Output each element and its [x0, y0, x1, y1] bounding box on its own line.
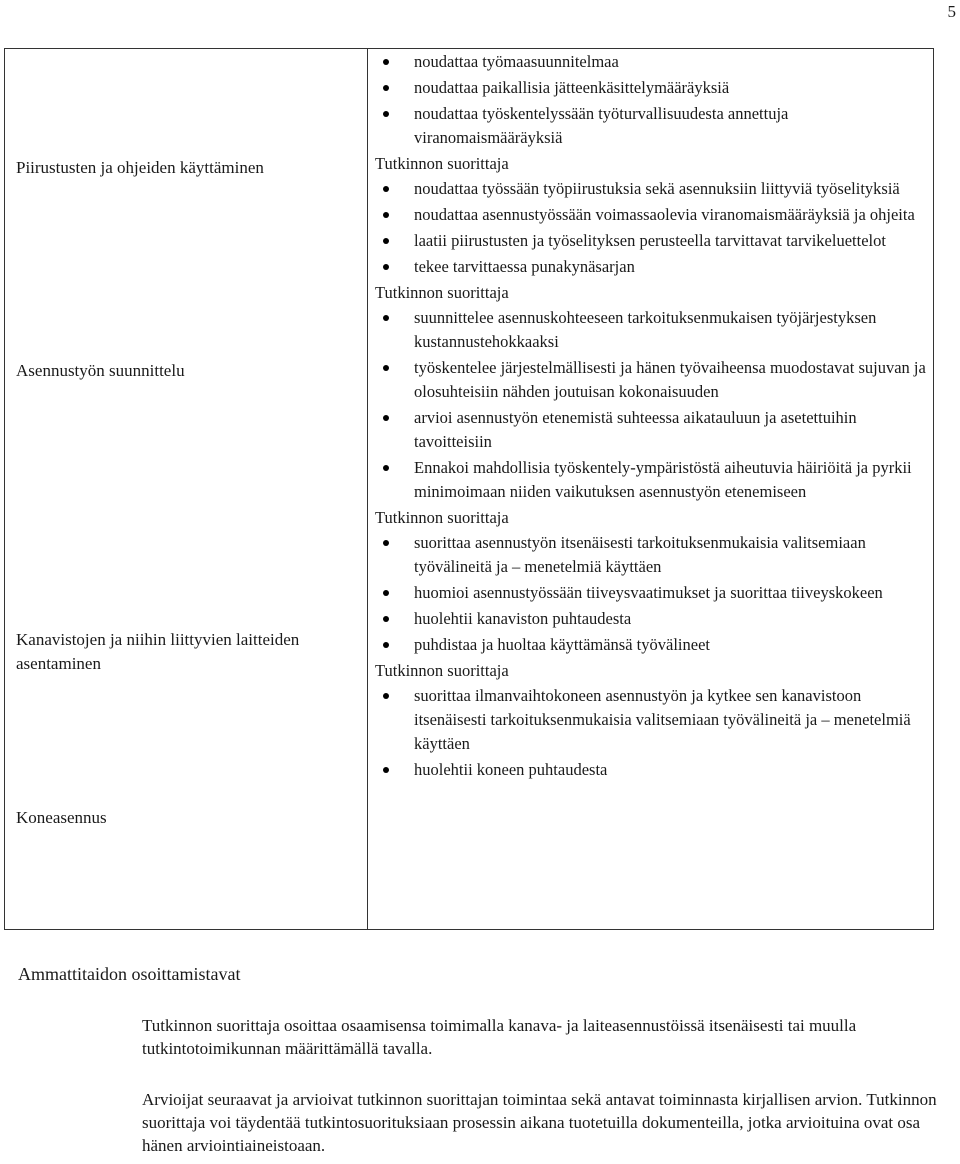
assessment-table: [4, 48, 934, 930]
criterion-label: Asennustyön suunnittelu: [16, 361, 185, 380]
list-item: noudattaa työssään työpiirustuksia sekä asennuksiin liittyviä työselityksiä: [375, 177, 933, 201]
page-number: 5: [947, 2, 956, 21]
list-item: noudattaa työmaasuunnitelmaa: [375, 50, 933, 74]
methods-paragraph: Tutkinnon suorittaja osoittaa osaamisensa toimimalla kanava- ja laiteasennustöissä itsenäisesti tai muulla tutkintotoimikunnan määrittämällä tavalla.: [142, 1016, 857, 1058]
criteria-column: [368, 49, 934, 930]
criteria-label-column: [5, 49, 368, 930]
list-item: suorittaa asennustyön itsenäisesti tarkoituksenmukaisia valitsemiaan työvälineitä ja – menetelmiä käyttäen: [375, 531, 933, 579]
list-item: työskentelee järjestelmällisesti ja hänen työvaiheensa muodostavat sujuvan ja olosuhteisiin nähden joutuisan kokonaisuuden: [375, 356, 933, 404]
criterion-label: Piirustusten ja ohjeiden käyttäminen: [16, 158, 264, 177]
list-item: puhdistaa ja huoltaa käyttämänsä työvälineet: [375, 633, 933, 657]
criterion-label: Kanavistojen ja niihin liittyvien laitteiden asentaminen: [16, 630, 300, 673]
list-item: suunnittelee asennuskohteeseen tarkoituksenmukaisen työjärjestyksen kustannustehokkaaksi: [375, 306, 933, 354]
list-item: huomioi asennustyössään tiiveysvaatimukset ja suorittaa tiiveyskokeen: [375, 581, 933, 605]
list-item: laatii piirustusten ja työselityksen perusteella tarvittavat tarvikeluettelot: [375, 229, 933, 253]
list-item: tekee tarvittaessa punakynäsarjan: [375, 255, 933, 279]
list-item: arvioi asennustyön etenemistä suhteessa aikatauluun ja asetettuihin tavoitteisiin: [375, 406, 933, 454]
methods-title: Ammattitaidon osoittamistavat: [18, 964, 241, 984]
list-item: noudattaa paikallisia jätteenkäsittelymääräyksiä: [375, 76, 933, 100]
section-subhead: Tutkinnon suorittaja: [375, 154, 509, 173]
section-subhead: Tutkinnon suorittaja: [375, 661, 509, 680]
section-subhead: Tutkinnon suorittaja: [375, 283, 509, 302]
intro-list: [375, 50, 933, 150]
list-item: noudattaa asennustyössään voimassaolevia viranomaismääräyksiä ja ohjeita: [375, 203, 933, 227]
section-list: [375, 306, 933, 504]
list-item: huolehtii kanaviston puhtaudesta: [375, 607, 933, 631]
list-item: noudattaa työskentelyssään työturvallisuudesta annettuja viranomaismääräyksiä: [375, 102, 933, 150]
section-list: [375, 177, 933, 279]
methods-paragraph: Arvioijat seuraavat ja arvioivat tutkinnon suorittajan toimintaa sekä antavat toiminnasta kirjallisen arvion. Tutkinnon suorittaja voi täydentää tutkintosuorituksiaan prosessin aikana tuotetuilla dokumenteilla, jotka arvioituina ovat osa hänen arviointiaineistoaan.: [142, 1090, 937, 1155]
criterion-label: Koneasennus: [16, 808, 107, 827]
section-list: [375, 684, 933, 782]
list-item: huolehtii koneen puhtaudesta: [375, 758, 933, 782]
list-item: Ennakoi mahdollisia työskentely-ympäristöstä aiheutuvia häiriöitä ja pyrkii minimoimaan niiden vaikutuksen asennustyön etenemiseen: [375, 456, 933, 504]
list-item: suorittaa ilmanvaihtokoneen asennustyön ja kytkee sen kanavistoon itsenäisesti tarkoituksenmukaisia valitsemiaan työvälineitä ja – menetelmiä käyttäen: [375, 684, 933, 756]
section-list: [375, 531, 933, 657]
section-subhead: Tutkinnon suorittaja: [375, 508, 509, 527]
